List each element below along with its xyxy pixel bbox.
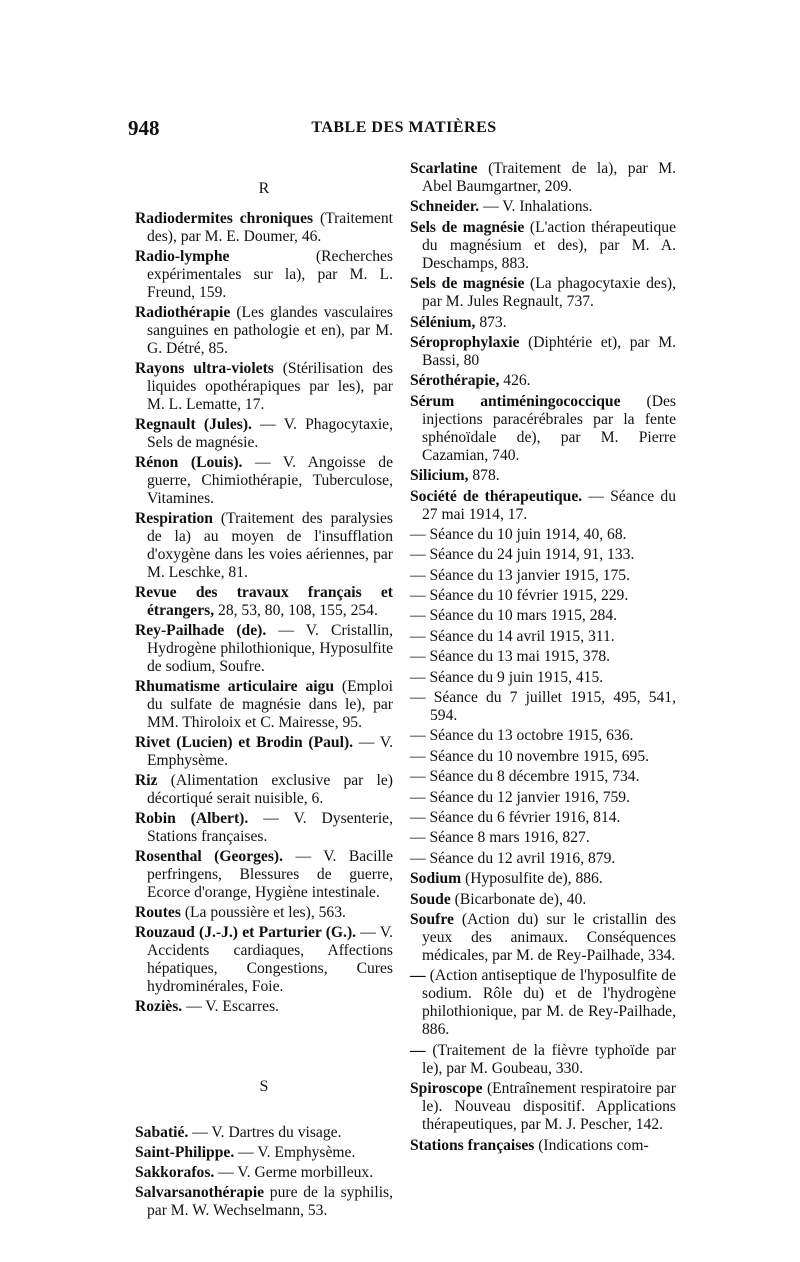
index-entry (135, 622, 393, 676)
entry-term: Saint-Philippe. (135, 1144, 235, 1161)
index-entry (135, 248, 393, 302)
entry-term: — (410, 1041, 426, 1059)
entry-term: Sérothérapie, (410, 372, 500, 390)
entry-reference: — V. Germe morbilleux. (214, 1164, 374, 1181)
entry-term: Rosenthal (Georges). (135, 848, 284, 865)
index-entry (135, 904, 393, 922)
entry-term: Sodium (410, 870, 462, 888)
entry-reference: — V. Angoisse de guerre, Chimiothérapie, Tuberculose, Vitamines. (147, 454, 393, 507)
entry-reference: (Indications com- (534, 1136, 649, 1154)
entry-term: Sakkorafos. (135, 1164, 215, 1181)
entry-term: Salvarsanothérapie (135, 1184, 265, 1201)
index-entry (135, 1164, 393, 1182)
entry-term: Respiration (135, 510, 213, 527)
entry-term: Soufre (410, 910, 454, 928)
entry-term: Sels de magnésie (410, 275, 525, 293)
entry-reference: 426. (499, 372, 531, 390)
entry-reference: (Action antiseptique de l'hyposulfite de sodium. Rôle du) et de l'hydrogène philothionique, par M. de Rey-Pailhade, 886. (422, 967, 676, 1039)
index-entry (410, 467, 676, 485)
entry-reference: — V. Emphysème. (147, 734, 393, 769)
entry-reference: — V. Escarres. (182, 998, 280, 1015)
index-entry (410, 372, 676, 390)
index-entry (410, 870, 676, 888)
index-entry (135, 772, 393, 808)
entry-reference: (Recherches expérimentales sur la), par M. L. Freund, 159. (147, 248, 393, 301)
left-column (135, 160, 393, 1222)
entry-reference: (L'action thérapeutique du magnésium et des), par M. A. Deschamps, 883. (422, 218, 676, 272)
entry-reference: (La phagocytaxie des), par M. Jules Regnault, 737. (422, 275, 677, 311)
entry-term: Rayons ultra-violets (135, 360, 274, 377)
entry-reference: (Action du) sur le cristallin des yeux des animaux. Conséquences médicales, par M. de Rey-Pailhade, 334. (422, 910, 676, 964)
index-entry (410, 275, 676, 311)
entry-reference: — V. Dartres du visage. (188, 1124, 342, 1141)
index-entry (135, 998, 393, 1016)
index-entry (135, 210, 393, 246)
entry-term: Radiodermites chroniques (135, 210, 314, 227)
entry-term: Rouzaud (J.-J.) et Parturier (G.). (135, 924, 357, 941)
entry-term: Soude (410, 890, 451, 908)
section-letter-s: S (259, 1078, 269, 1095)
entry-term: Sels de magnésie (410, 218, 525, 236)
index-entry (410, 488, 676, 524)
seance-entry: — Séance du 14 avril 1915, 311. (410, 627, 615, 645)
entry-reference: (Diphtérie et), par M. Bassi, 80 (422, 333, 676, 369)
entry-term: Société de thérapeutique. (410, 487, 583, 505)
seance-entry: — Séance du 12 avril 1916, 879. (410, 849, 616, 867)
index-entry (410, 891, 676, 909)
index-entry (135, 1144, 393, 1162)
running-title: TABLE DES MATIÈRES (311, 119, 497, 136)
index-entry (135, 360, 393, 414)
seance-entry: — Séance du 10 février 1915, 229. (410, 587, 629, 605)
index-entry (135, 510, 393, 582)
entry-reference: (Bicarbonate de), 40. (450, 890, 587, 908)
seance-entry: — Séance du 13 janvier 1915, 175. (410, 566, 630, 584)
index-entry (410, 1137, 676, 1155)
index-entry (410, 1080, 676, 1134)
index-entry (410, 967, 676, 1039)
entry-reference: 28, 53, 80, 108, 155, 254. (214, 602, 378, 619)
index-entry (135, 734, 393, 770)
page-number: 948 (128, 116, 160, 140)
seance-entry: — Séance du 7 juillet 1915, 495, 541, 594. (410, 689, 676, 725)
entry-reference: (Les glandes vasculaires sanguines en pathologie et en), par M. G. Détré, 85. (147, 304, 393, 357)
entry-reference: (Traitement de la), par M. Abel Baumgartner, 209. (422, 160, 676, 195)
entry-reference: 878. (468, 467, 500, 485)
entry-reference: (Traitement des paralysies de la) au moyen de l'insufflation d'oxygène dans les voies aériennes, par M. Leschke, 81. (147, 510, 393, 581)
index-entry (135, 584, 393, 620)
entry-term: Roziès. (135, 998, 183, 1015)
seance-list (410, 526, 676, 868)
entry-term: Rénon (Louis). (135, 454, 243, 471)
entry-term: Scarlatine (410, 160, 478, 177)
entry-reference: (Entraînement respiratoire par le). Nouveau dispositif. Applications thérapeutiques, par M. J. Pescher, 142. (422, 1080, 676, 1134)
index-entry (410, 1042, 676, 1078)
entry-term: Routes (135, 904, 181, 921)
index-entry (410, 314, 676, 332)
entry-reference: (La poussière et les), 563. (180, 904, 346, 921)
seance-entry: — Séance du 10 juin 1914, 40, 68. (410, 525, 627, 543)
entry-reference: — Séance du 27 mai 1914, 17. (422, 487, 676, 523)
entry-reference: — V. Dysenterie, Stations françaises. (147, 810, 393, 845)
entry-reference: — V. Accidents cardiaques, Affections hépatiques, Congestions, Cures hydrominérales, Foie. (147, 924, 393, 995)
entry-term: Radiothérapie (135, 304, 231, 321)
entry-term: Silicium, (410, 467, 469, 485)
seance-entry: — Séance du 12 janvier 1916, 759. (410, 788, 630, 806)
entry-term: Rhumatisme articulaire aigu (135, 678, 335, 695)
entry-reference: (Alimentation exclusive par le) décortiqué serait nuisible, 6. (147, 772, 393, 807)
entry-term: Stations françaises (410, 1136, 535, 1154)
entry-term: Sélénium, (410, 313, 476, 331)
entry-reference: pure de la syphilis, par M. W. Wechselmann, 53. (147, 1184, 393, 1219)
entry-reference: — V. Emphysème. (234, 1144, 356, 1161)
entry-reference: (Stérilisation des liquides opothérapiques par les), par M. L. Lematte, 17. (147, 360, 393, 413)
seance-entry: — Séance du 8 décembre 1915, 734. (410, 768, 640, 786)
entry-term: Robin (Albert). (135, 810, 249, 827)
index-entry (410, 219, 676, 273)
seance-entry: — Séance du 13 mai 1915, 378. (410, 648, 611, 666)
right-column (410, 160, 676, 1157)
entry-reference: — V. Phagocytaxie, Sels de magnésie. (147, 416, 393, 451)
entry-term: Séroprophylaxie (410, 333, 520, 351)
entry-term: Riz (135, 772, 158, 789)
index-entry (135, 810, 393, 846)
section-letter-r: R (258, 180, 270, 197)
entry-reference: (Traitement des), par M. E. Doumer, 46. (147, 210, 393, 245)
index-entry (410, 334, 676, 370)
entries-s (135, 1124, 393, 1220)
index-entry (410, 911, 676, 965)
entry-reference: — V. Inhalations. (479, 198, 593, 216)
entry-term: Sérum antiméningococcique (410, 392, 621, 410)
index-entry (135, 1184, 393, 1220)
entry-reference: (Hyposulfite de), 886. (461, 870, 603, 888)
index-entry (135, 416, 393, 452)
seance-entry: — Séance du 24 juin 1914, 91, 133. (410, 546, 635, 564)
entry-term: Sabatié. (135, 1124, 189, 1141)
entry-reference: (Des injections paracérébrales par la fente sphénoïdale de), par M. Pierre Cazamian, 740. (422, 392, 676, 464)
index-entry (410, 160, 676, 196)
index-entry (135, 848, 393, 902)
seance-entry: — Séance du 10 novembre 1915, 695. (410, 747, 650, 765)
index-entry (135, 678, 393, 732)
seance-entry: — Séance du 10 mars 1915, 284. (410, 607, 618, 625)
seance-entry: — Séance du 13 octobre 1915, 636. (410, 727, 634, 745)
entry-term: — (410, 967, 426, 985)
seance-entry: — Séance du 9 juin 1915, 415. (410, 668, 604, 686)
entries-a (410, 160, 676, 524)
index-entry (410, 393, 676, 465)
entry-reference: (Traitement de la fièvre typhoïde par le), par M. Goubeau, 330. (422, 1041, 676, 1077)
entry-term: Rey-Pailhade (de). (135, 622, 267, 639)
entry-term: Regnault (Jules). (135, 416, 252, 433)
page-header (128, 116, 680, 146)
index-entry (410, 198, 676, 216)
entry-term: Radio-lymphe (135, 248, 230, 265)
entry-reference: — V. Bacille perfringens, Blessures de guerre, Ecorce d'orange, Hygiène intestinale. (147, 848, 393, 901)
index-entry (135, 924, 393, 996)
index-entry (135, 454, 393, 508)
index-entry (135, 1124, 393, 1142)
index-entry (135, 304, 393, 358)
entry-reference: (Emploi du sulfate de magnésie dans le), par MM. Thiroloix et C. Mairesse, 95. (147, 678, 393, 731)
entry-reference: — V. Cristallin, Hydrogène philothionique, Hyposulfite de sodium, Soufre. (147, 622, 393, 675)
entry-reference: 873. (475, 313, 507, 331)
entry-term: Schneider. (410, 198, 480, 216)
entries-b (410, 870, 676, 1154)
seance-entry: — Séance du 6 février 1916, 814. (410, 808, 621, 826)
seance-entry: — Séance 8 mars 1916, 827. (410, 829, 590, 847)
entry-term: Spiroscope (410, 1080, 483, 1098)
entries-r (135, 210, 393, 1016)
entry-term: Revue des travaux français et étrangers, (135, 584, 393, 619)
entry-term: Rivet (Lucien) et Brodin (Paul). (135, 734, 354, 751)
